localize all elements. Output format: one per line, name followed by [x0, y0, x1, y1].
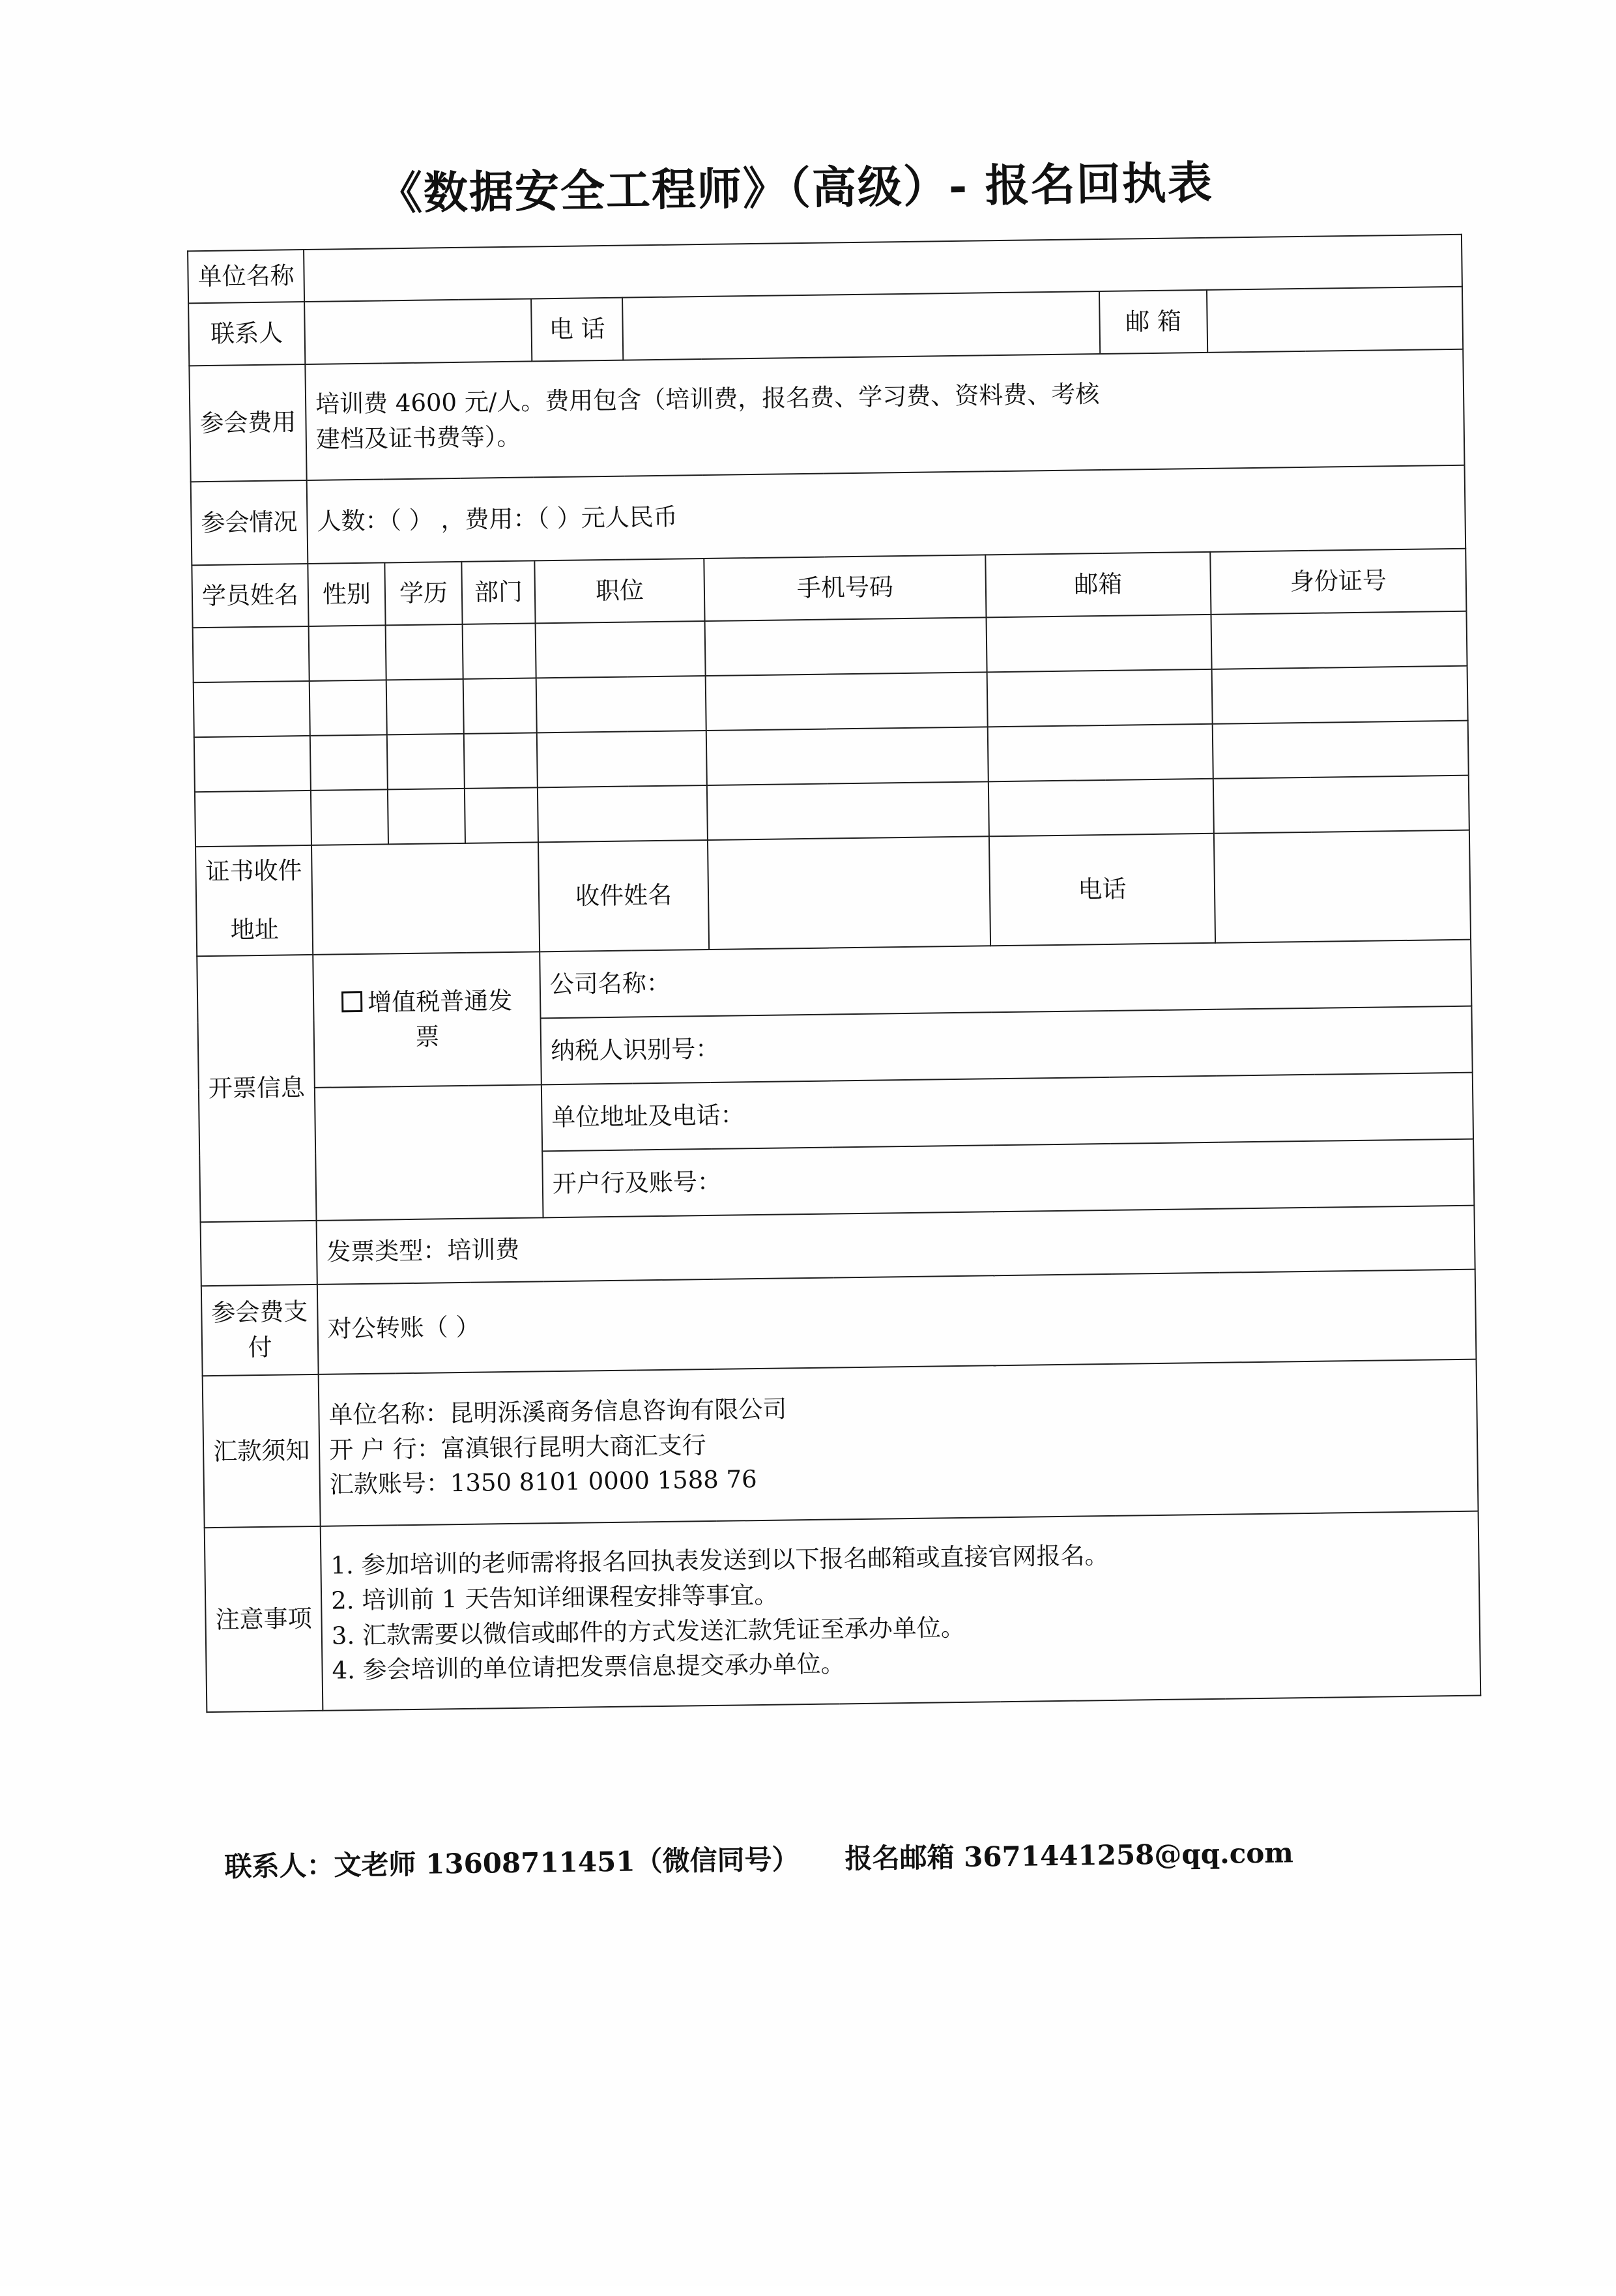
student-cell-name[interactable] [193, 626, 310, 682]
checkbox-icon[interactable] [341, 991, 362, 1012]
recipient-name-label: 收件姓名 [538, 840, 709, 952]
student-header-mobile: 手机号码 [704, 555, 986, 621]
table-row-attendance [191, 465, 1466, 566]
invoice-taxid-field[interactable]: 纳税人识别号： [541, 1006, 1473, 1085]
student-cell-email[interactable] [987, 669, 1213, 727]
contact-label: 联系人 [188, 302, 305, 366]
student-header-department: 部门 [461, 560, 535, 624]
page-title-text: 《数据安全工程师》（高级）- 报名回执表 [377, 156, 1214, 220]
table-row-remittance [203, 1359, 1479, 1528]
invoice-kind-spacer [201, 1221, 317, 1286]
fee-description-line1: 培训费 4600 元/人。费用包含（培训费，报名费、学习费、资料费、考核 [315, 380, 1100, 419]
student-header-name: 学员姓名 [192, 564, 308, 628]
cert-address-label [195, 845, 313, 956]
student-cell-position[interactable] [537, 731, 707, 787]
student-header-education: 学历 [384, 562, 462, 626]
student-cell-position[interactable] [536, 621, 706, 678]
fee-label: 参会费用 [189, 364, 306, 482]
notice-item-1: 1. 参加培训的老师需将报名回执表发送到以下报名邮箱或直接官网报名。 [330, 1541, 1109, 1580]
student-cell-position[interactable] [536, 676, 706, 733]
student-cell-mobile[interactable] [707, 781, 989, 840]
invoice-kind-text: 发票类型：培训费 [317, 1206, 1475, 1285]
footer-contact-bar [224, 1829, 1528, 1885]
remittance-line-bank: 开 户 行：富滇银行昆明大商汇支行 [328, 1431, 706, 1464]
student-cell-mobile[interactable] [706, 672, 988, 731]
student-cell-gender[interactable] [310, 734, 388, 791]
student-cell-name[interactable] [194, 681, 310, 737]
student-cell-department[interactable] [463, 623, 536, 678]
student-cell-department[interactable] [463, 678, 537, 733]
email-input[interactable] [1207, 287, 1463, 353]
invoice-type-line1: 增值税普通发 [323, 983, 531, 1021]
footer-contact-person: 联系人：文老师 13608711451（微信同号） [224, 1843, 800, 1883]
table-row-notices [205, 1511, 1481, 1713]
attendance-label: 参会情况 [191, 480, 308, 565]
student-header-idcard: 身份证号 [1210, 549, 1466, 615]
student-cell-position[interactable] [538, 785, 708, 842]
student-cell-email[interactable] [988, 779, 1214, 837]
student-cell-email[interactable] [988, 724, 1213, 782]
student-cell-education[interactable] [387, 734, 465, 790]
student-cell-mobile[interactable] [705, 617, 987, 676]
table-row-fee [189, 349, 1464, 482]
payment-label-line1: 参会费支 [211, 1298, 308, 1328]
remittance-line-account: 汇款账号：1350 8101 0000 1588 76 [329, 1465, 757, 1499]
student-cell-idcard[interactable] [1212, 666, 1468, 724]
payment-method-input[interactable]: 对公转账（ ） [317, 1270, 1477, 1374]
student-cell-department[interactable] [465, 787, 538, 843]
invoice-address-field[interactable]: 单位地址及电话： [541, 1073, 1473, 1152]
student-cell-education[interactable] [386, 624, 463, 680]
recipient-phone-label: 电话 [989, 834, 1215, 946]
unit-name-label: 单位名称 [188, 250, 304, 303]
student-header-email: 邮箱 [985, 552, 1211, 618]
notice-item-3: 3. 汇款需要以微信或邮件的方式发送汇款凭证至承办单位。 [331, 1613, 966, 1650]
recipient-name-input[interactable] [708, 836, 990, 950]
remittance-line-unit: 单位名称：昆明泺溪商务信息咨询有限公司 [328, 1395, 787, 1429]
student-cell-education[interactable] [388, 789, 465, 845]
fee-description-line2: 建档及证书费等）。 [315, 422, 521, 454]
attendance-input[interactable]: 人数：（ ） ，费用：（ ）元人民币 [307, 465, 1466, 564]
student-header-position: 职位 [534, 559, 704, 623]
email-label: 邮 箱 [1099, 290, 1207, 354]
page-title [0, 143, 1604, 227]
notices-list [321, 1511, 1481, 1711]
student-cell-idcard[interactable] [1211, 611, 1467, 669]
notice-item-2: 2. 培训前 1 天告知详细课程安排等事宜。 [330, 1580, 779, 1615]
invoice-type-cell[interactable] [313, 952, 541, 1088]
student-cell-mobile[interactable] [706, 727, 988, 785]
student-cell-gender[interactable] [309, 625, 386, 681]
contact-input[interactable] [304, 298, 532, 364]
invoice-type-line2: 票 [415, 1023, 440, 1051]
invoice-blank-cell [315, 1084, 543, 1221]
student-cell-idcard[interactable] [1213, 776, 1469, 834]
invoice-bank-field[interactable]: 开户行及账号： [542, 1139, 1474, 1218]
notices-label: 注意事项 [205, 1526, 323, 1712]
cert-address-label-line2: 地址 [230, 915, 279, 944]
footer-registration-email: 报名邮箱 3671441258@qq.com [844, 1837, 1294, 1875]
notice-item-4: 4. 参会培训的单位请把发票信息提交承办单位。 [332, 1649, 845, 1685]
student-cell-name[interactable] [195, 791, 311, 847]
student-cell-gender[interactable] [310, 680, 387, 736]
cert-address-input[interactable] [311, 842, 540, 955]
phone-input[interactable] [622, 291, 1100, 360]
recipient-phone-input[interactable] [1214, 830, 1471, 943]
remittance-label: 汇款须知 [203, 1374, 321, 1528]
student-cell-department[interactable] [464, 733, 538, 788]
student-cell-email[interactable] [987, 615, 1212, 673]
table-row-payment [201, 1270, 1477, 1376]
phone-label: 电 话 [531, 298, 623, 362]
cert-address-label-line1: 证书收件 [205, 856, 302, 886]
payment-label-line2: 付 [248, 1333, 272, 1362]
student-cell-education[interactable] [386, 679, 464, 735]
registration-form-table [187, 234, 1481, 1713]
invoice-company-field[interactable]: 公司名称： [540, 940, 1471, 1019]
remittance-details [319, 1359, 1479, 1526]
student-cell-name[interactable] [194, 736, 311, 792]
student-cell-idcard[interactable] [1213, 721, 1469, 779]
student-cell-gender[interactable] [311, 789, 388, 845]
student-header-gender: 性别 [308, 562, 385, 626]
fee-description [305, 349, 1464, 480]
invoice-info-label: 开票信息 [197, 955, 316, 1222]
table-row-cert-address [195, 830, 1471, 957]
payment-label [201, 1285, 319, 1376]
